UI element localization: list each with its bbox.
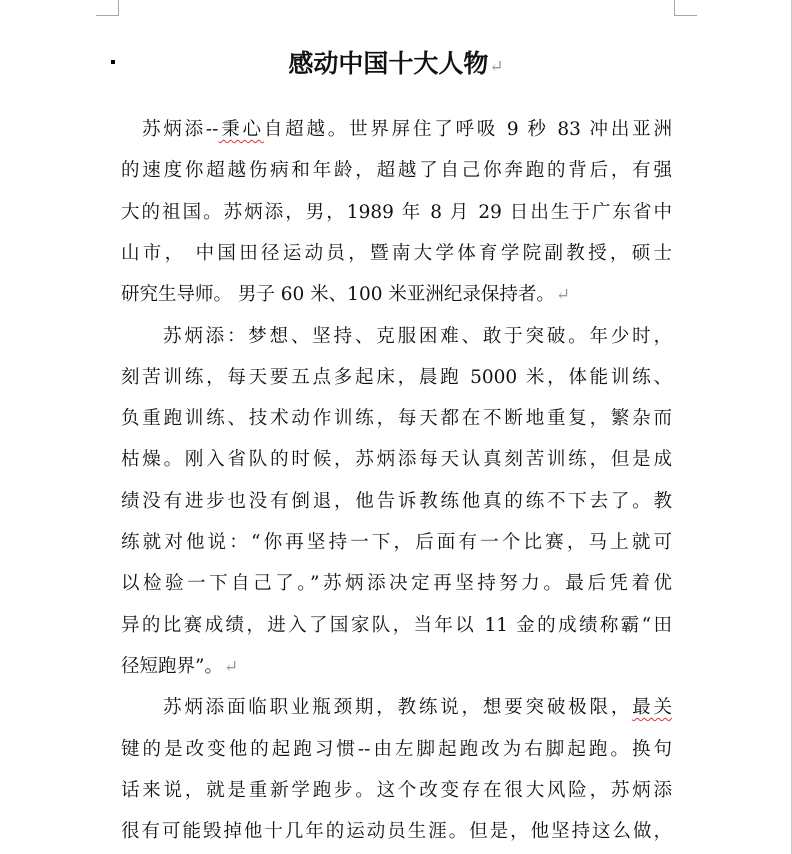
- text-line: [142, 113, 672, 147]
- line-text: 径短跑界”。: [121, 656, 223, 677]
- text-line: [121, 278, 672, 312]
- text-line: [121, 361, 672, 395]
- line-text: 练就对他说：“你再坚持一下，后面有一个比赛，马上就可: [121, 532, 672, 553]
- line-text: 大的祖国。苏炳添，男，1989 年 8 月 29 日出生于广东省中: [121, 202, 672, 223]
- line-text: 苏炳添面临职业瓶颈期，教练说，想要突破极限，最关: [163, 697, 672, 718]
- text-line: [121, 609, 672, 643]
- line-text: 苏炳添：梦想、坚持、克服困难、敢于突破。年少时，: [163, 326, 672, 347]
- line-text: 山市， 中国田径运动员，暨南大学体育学院副教授，硕士: [121, 243, 672, 264]
- line-text: 枯燥。刚入省队的时候，苏炳添每天认真刻苦训练，但是成: [121, 449, 672, 470]
- crop-mark-top-right: [674, 0, 697, 16]
- line-text: 负重跑训练、技术动作训练，每天都在不断地重复，繁杂而: [121, 408, 672, 429]
- line-text: 苏炳添--秉心自超越。世界屏住了呼吸 9 秒 83 冲出亚洲: [142, 119, 672, 140]
- text-line: [121, 567, 672, 601]
- paragraph-mark-icon: ↵: [223, 657, 239, 677]
- text-line: [121, 154, 672, 188]
- text-line: [121, 237, 672, 271]
- line-text: 键的是改变他的起跑习惯--由左脚起跑改为右脚起跑。换句: [121, 739, 672, 760]
- text-line: [121, 815, 672, 849]
- text-line: [121, 526, 672, 560]
- paragraph-mark-icon: ↵: [555, 285, 571, 305]
- text-line: [163, 320, 672, 354]
- title-text: 感动中国十大人物: [288, 49, 489, 78]
- crop-mark-top-left: [96, 0, 119, 16]
- text-line: [121, 650, 672, 684]
- line-text: 异的比赛成绩，进入了国家队，当年以 11 金的成绩称霸“田: [121, 615, 672, 636]
- line-text: 刻苦训练，每天要五点多起床，晨跑 5000 米，体能训练、: [121, 367, 672, 388]
- line-text: 绩没有进步也没有倒退，他告诉教练他真的练不下去了。教: [121, 491, 672, 512]
- text-line: [163, 691, 672, 725]
- paragraph-mark-icon: ↵: [489, 57, 504, 77]
- text-line: [121, 774, 672, 808]
- document-title[interactable]: [120, 45, 672, 86]
- text-line: [121, 196, 672, 230]
- line-text: 以检验一下自己了。”苏炳添决定再坚持努力。最后凭着优: [121, 573, 672, 594]
- text-line: [121, 402, 672, 436]
- line-text: 的速度你超越伤病和年龄，超越了自己你奔跑的背后，有强: [121, 160, 672, 181]
- line-text: 研究生导师。 男子 60 米、100 米亚洲纪录保持者。: [121, 284, 555, 305]
- line-text: 话来说，就是重新学跑步。这个改变存在很大风险，苏炳添: [121, 780, 672, 801]
- line-text: 很有可能毁掉他十几年的运动员生涯。但是，他坚持这么做，: [121, 821, 672, 842]
- heading-bullet-dot: [111, 60, 115, 64]
- text-line: [121, 443, 672, 477]
- text-line: [121, 733, 672, 767]
- text-line: [121, 485, 672, 519]
